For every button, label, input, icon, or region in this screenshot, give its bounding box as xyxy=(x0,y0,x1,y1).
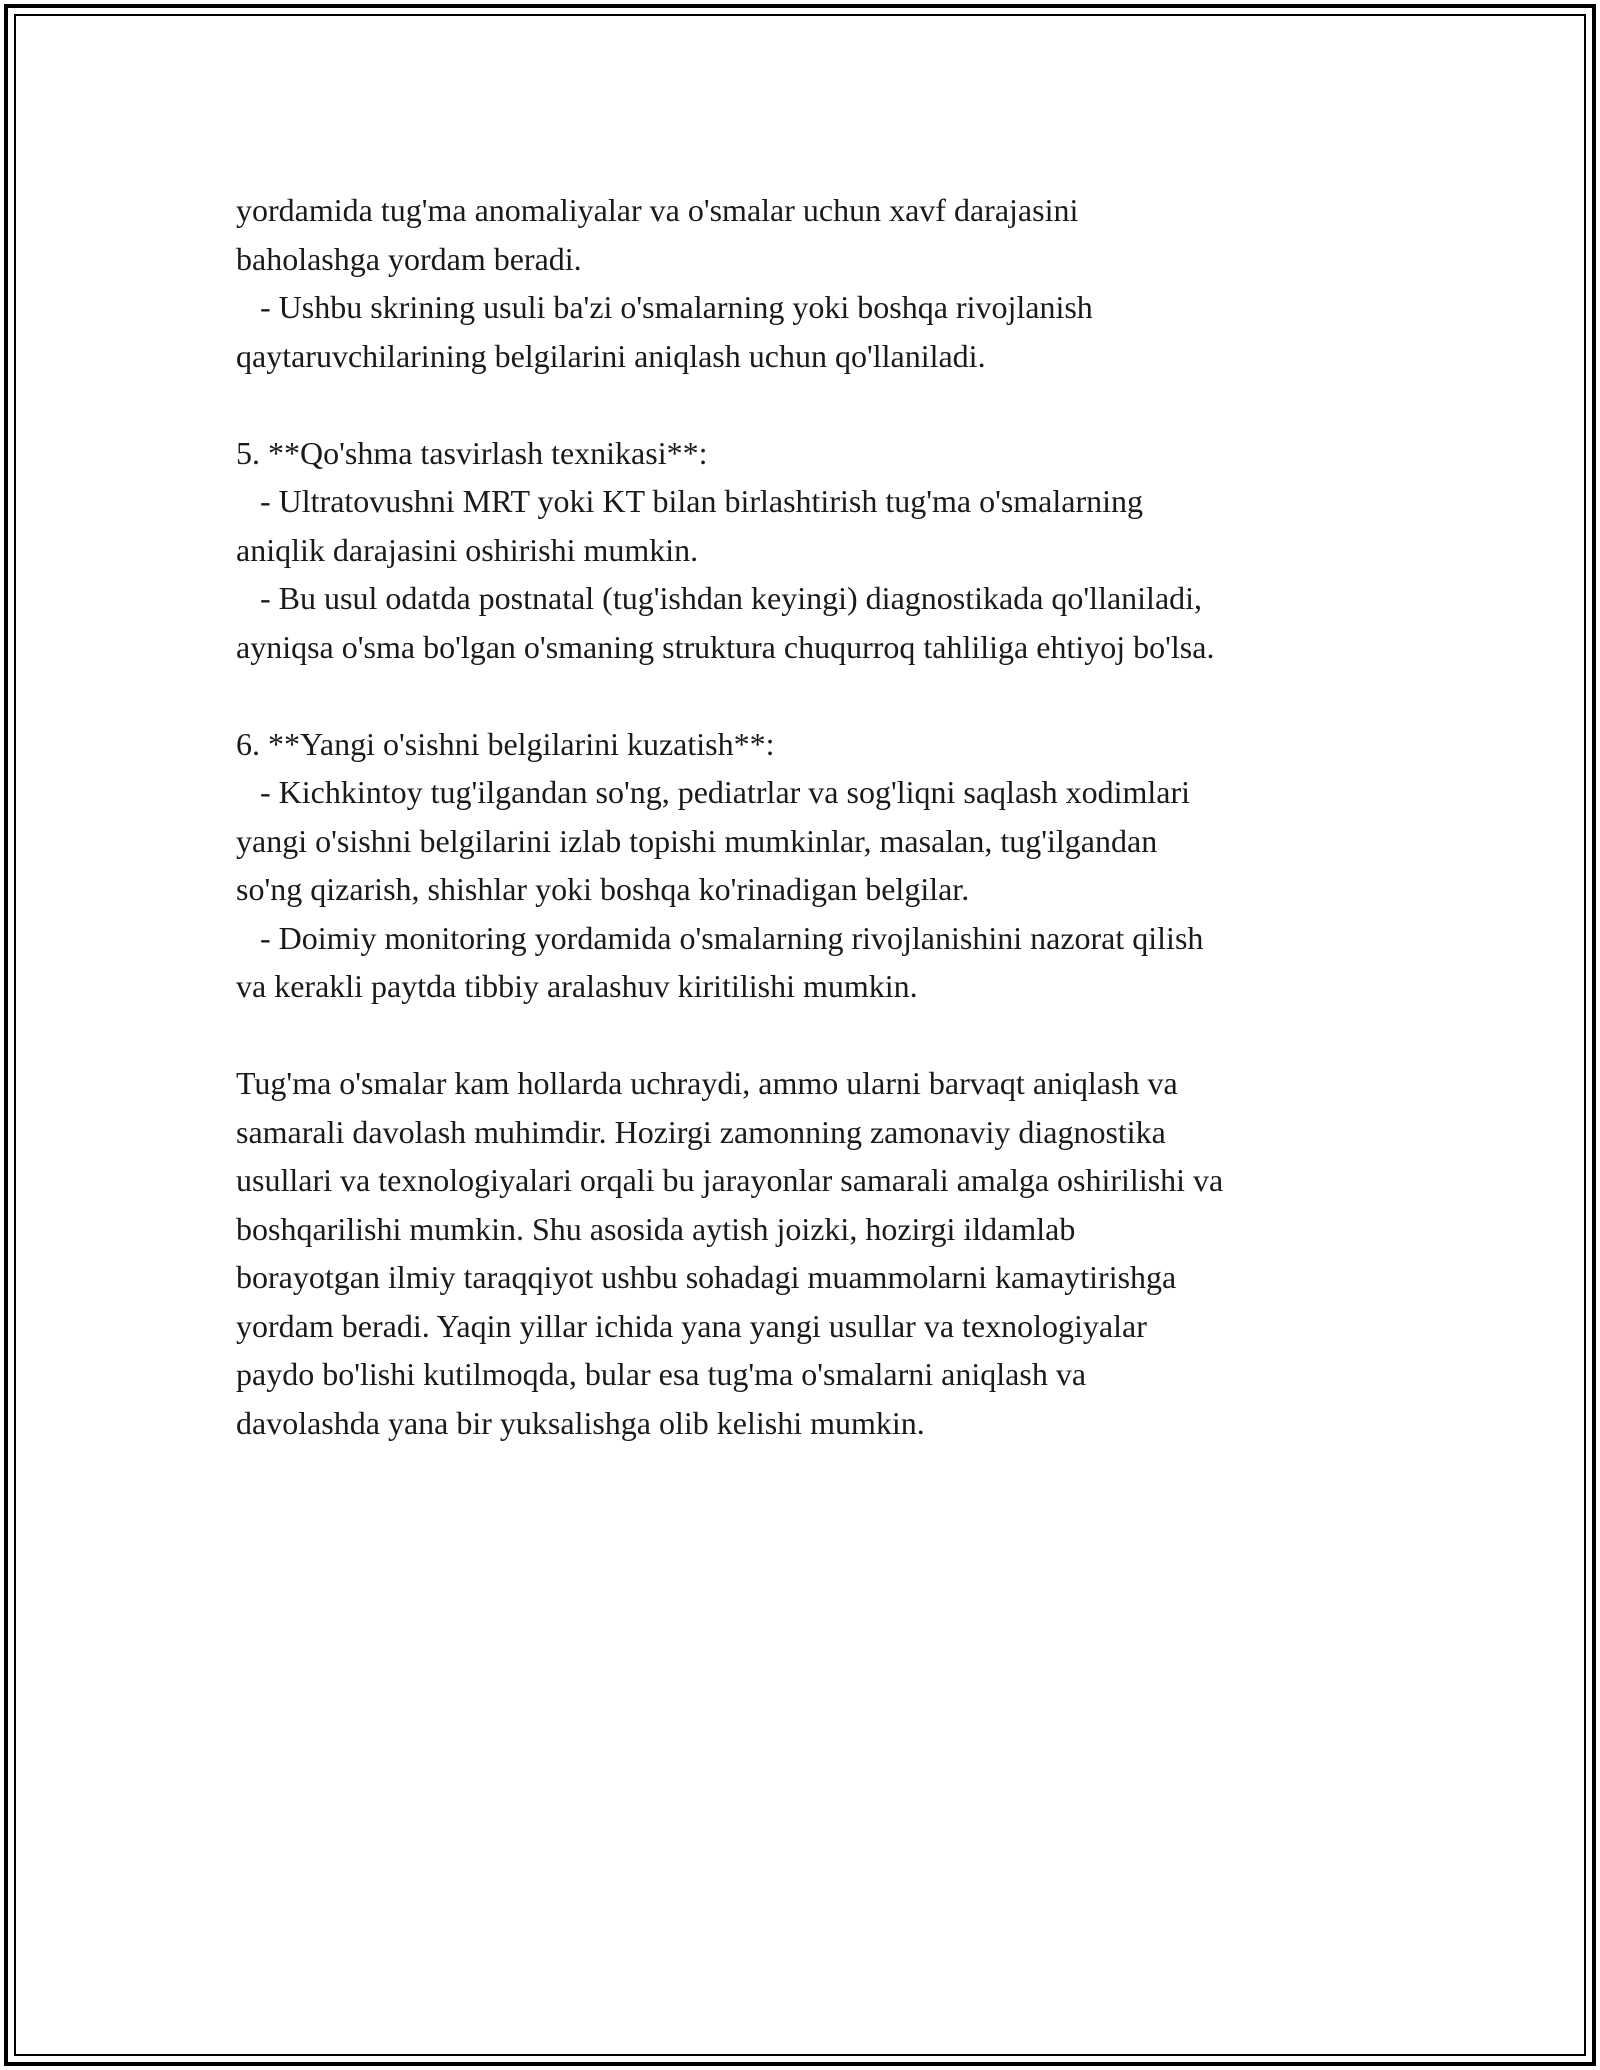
text-line: - Bu usul odatda postnatal (tug'ishdan keyingi) diagnostikada qo'llaniladi, xyxy=(236,580,1203,616)
document-body xyxy=(236,186,1376,1447)
paragraph-gap xyxy=(236,671,1376,720)
text-line: baholashga yordam beradi. xyxy=(236,240,582,277)
text-line: samarali davolash muhimdir. Hozirgi zamonning zamonaviy diagnostika xyxy=(236,1113,1166,1150)
text-line: va kerakli paytda tibbiy aralashuv kiritilishi mumkin. xyxy=(236,968,918,1004)
text-line: yangi o'sishni belgilarini izlab topishi mumkinlar, masalan, tug'ilgandan xyxy=(236,822,1158,859)
text-line: davolashda yana bir yuksalishga olib kelishi mumkin. xyxy=(236,1404,925,1441)
text-line: usullari va texnologiyalari orqali bu jarayonlar samarali amalga oshirilishi va xyxy=(236,1162,1224,1198)
text-line: paydo bo'lishi kutilmoqda, bular esa tug'ma o'smalarni aniqlash va xyxy=(236,1356,1087,1392)
text-line: qaytaruvchilarining belgilarini aniqlash uchun qo'llaniladi. xyxy=(236,337,986,374)
text-line: - Doimiy monitoring yordamida o'smalarning rivojlanishini nazorat qilish xyxy=(236,919,1204,956)
section-heading: 5. **Qo'shma tasvirlash texnikasi**: xyxy=(236,434,708,471)
text-line: yordamida tug'ma anomaliyalar va o'smalar uchun xavf darajasini xyxy=(236,192,1079,228)
paragraph-gap xyxy=(236,380,1376,429)
text-line: - Ultratovushni MRT yoki KT bilan birlashtirish tug'ma o'smalarning xyxy=(236,483,1144,519)
text-line: aniqlik darajasini oshirishi mumkin. xyxy=(236,531,699,568)
text-line: - Ushbu skrining usuli ba'zi o'smalarning yoki boshqa rivojlanish xyxy=(236,289,1093,325)
text-line: boshqarilishi mumkin. Shu asosida aytish joizki, hozirgi ildamlab xyxy=(236,1210,1076,1247)
text-line: yordam beradi. Yaqin yillar ichida yana yangi usullar va texnologiyalar xyxy=(236,1307,1147,1344)
text-line: Tug'ma o'smalar kam hollarda uchraydi, ammo ularni barvaqt aniqlash va xyxy=(236,1065,1178,1101)
paragraph-gap xyxy=(236,1011,1376,1060)
text-line: so'ng qizarish, shishlar yoki boshqa ko'rinadigan belgilar. xyxy=(236,871,970,907)
text-line: - Kichkintoy tug'ilgandan so'ng, pediatrlar va sog'liqni saqlash xodimlari xyxy=(236,774,1191,810)
text-line: ayniqsa o'sma bo'lgan o'smaning struktura chuqurroq tahliliga ehtiyoj bo'lsa. xyxy=(236,628,1215,665)
text-line: borayotgan ilmiy taraqqiyot ushbu sohadagi muammolarni kamaytirishga xyxy=(236,1259,1177,1295)
section-heading: 6. **Yangi o'sishni belgilarini kuzatish**: xyxy=(236,725,775,762)
